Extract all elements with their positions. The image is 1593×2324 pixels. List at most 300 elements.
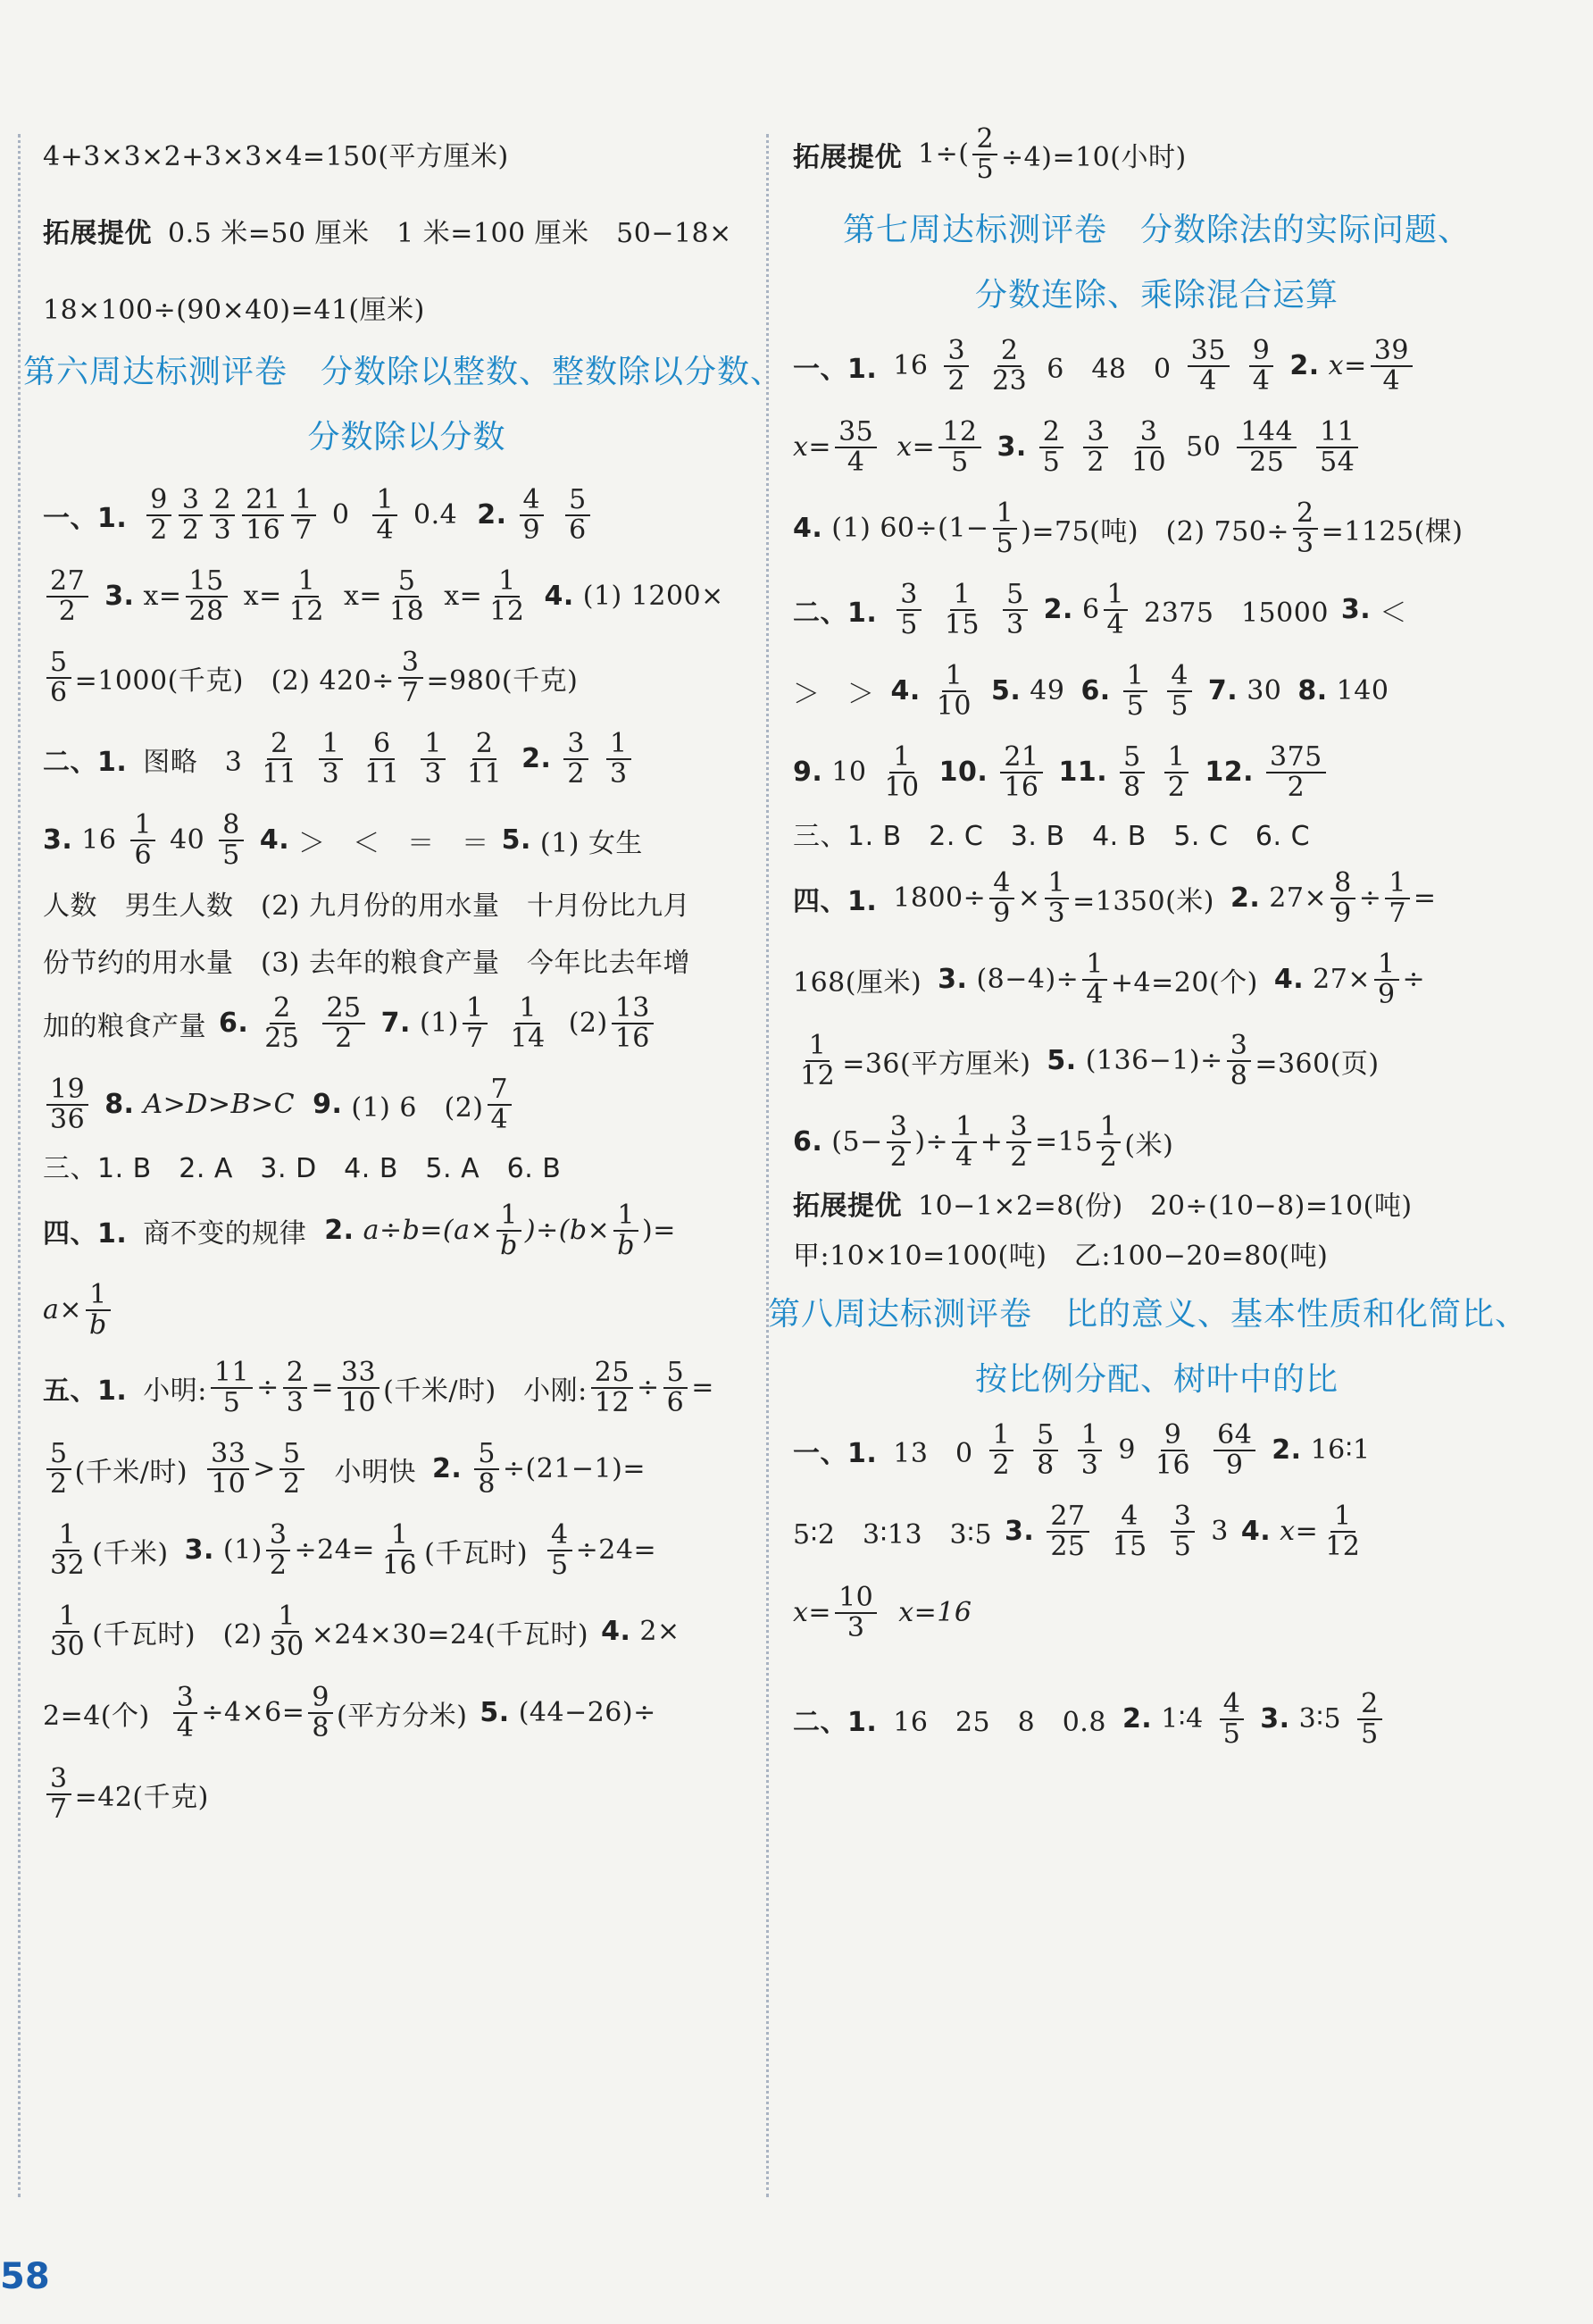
fraction (338, 1358, 379, 1417)
denominator: 3 (321, 757, 340, 790)
right-column (768, 123, 1529, 1750)
answer-text: =1000(千克) (2) 420÷ (74, 665, 395, 697)
denominator: b (617, 1229, 635, 1261)
fraction (1047, 1502, 1088, 1560)
answer-text: 1800÷ (893, 882, 987, 914)
answer-text: x= (793, 431, 832, 463)
answer-text: )= (641, 1215, 676, 1246)
fraction (952, 1113, 977, 1171)
denominator: 36 (50, 1103, 86, 1135)
numerator: 1 (952, 1113, 977, 1143)
denominator: 2 (335, 1022, 353, 1054)
denominator: 2 (889, 1141, 908, 1173)
answer-text: (1) 女生 (539, 827, 643, 859)
numerator: 4 (989, 869, 1014, 899)
fraction (989, 869, 1014, 927)
question-number: 四、1. (43, 1217, 128, 1250)
fraction (86, 1281, 111, 1339)
fraction (1357, 1690, 1382, 1748)
fraction (1227, 1032, 1252, 1090)
answer-text: 40 (170, 824, 205, 856)
numerator: 1 (86, 1281, 111, 1311)
denominator: 5 (1222, 1718, 1241, 1750)
answer-text: x= (243, 581, 282, 612)
denominator: 10 (340, 1386, 377, 1418)
numerator: 64 (1214, 1421, 1255, 1451)
answer-text: 图略 3 (143, 746, 243, 778)
denominator: 14 (510, 1022, 546, 1054)
answer-text: 三、1. B 2. A 3. D 4. B 5. A 6. B (43, 1153, 562, 1184)
numerator: 1 (496, 1201, 521, 1232)
question-number: 9. (313, 1089, 343, 1120)
answer-text: 2× (639, 1616, 680, 1647)
answer-text: +4=20(个) (1110, 966, 1258, 999)
answer-line (43, 1146, 771, 1185)
denominator: 5 (1126, 690, 1145, 722)
fraction (319, 730, 344, 788)
answer-text: 27× (1313, 964, 1371, 995)
numerator: 21 (1000, 743, 1042, 773)
fraction (989, 1421, 1014, 1479)
answer-line (793, 869, 1521, 927)
question-number: 10. (938, 757, 988, 788)
answer-text: (平方分米) (337, 1700, 468, 1732)
question-number: 二、1. (793, 1706, 878, 1738)
fraction (266, 1521, 291, 1579)
fraction (796, 1032, 838, 1090)
fraction (897, 581, 922, 639)
denominator: 30 (50, 1630, 86, 1662)
numerator: 5 (1003, 581, 1028, 611)
fraction (1374, 950, 1399, 1008)
denominator: 11 (262, 757, 297, 790)
denominator: 25 (264, 1022, 300, 1054)
denominator: 12 (489, 595, 525, 627)
answer-text: (2) (568, 1007, 608, 1039)
extension-label: 拓展提优 (43, 218, 152, 249)
numerator: 1 (319, 730, 344, 760)
numerator: 4 (1220, 1690, 1245, 1720)
numerator: 1 (274, 1602, 299, 1633)
numerator: 1 (1123, 662, 1148, 692)
fraction (1039, 418, 1064, 476)
fraction (887, 1113, 912, 1171)
fraction (398, 648, 423, 706)
fraction (173, 1684, 198, 1742)
denominator: 7 (295, 514, 313, 546)
numerator: 1 (805, 1032, 830, 1062)
question-number: 2. (432, 1453, 463, 1484)
denominator: 16 (1155, 1449, 1191, 1481)
question-number: 3. (184, 1534, 214, 1566)
fraction (835, 1584, 877, 1642)
fraction (1083, 418, 1108, 476)
section-heading: 第六周达标测评卷 分数除以整数、整数除以分数、 (23, 354, 784, 390)
answer-text: (1) 60÷(1− (831, 513, 989, 544)
answer-text: 168(厘米) (793, 966, 922, 999)
fraction (283, 1358, 308, 1417)
answer-text: =1350(米) (1072, 885, 1214, 917)
question-number: 9. (793, 757, 823, 788)
answer-text: (1) 6 (2) (351, 1091, 484, 1124)
numerator: 1 (1082, 950, 1107, 981)
denominator: b (89, 1308, 107, 1341)
answer-text: ×24×30=24(千瓦时) (311, 1618, 589, 1651)
numerator: 5 (1033, 1421, 1058, 1451)
denominator: 5 (551, 1549, 569, 1581)
fraction (1214, 1421, 1255, 1479)
numerator: 4 (547, 1521, 572, 1551)
fraction (46, 567, 88, 625)
fraction (988, 337, 1030, 395)
page-number: 58 (0, 2256, 50, 2297)
answer-text: ÷24= (575, 1534, 657, 1566)
answer-text: ÷4×6= (201, 1697, 305, 1728)
denominator: 9 (1377, 978, 1396, 1010)
denominator: 2 (1099, 1141, 1118, 1173)
answer-line (43, 1684, 771, 1742)
answer-line (43, 1521, 771, 1579)
answer-line (43, 1440, 771, 1498)
numerator: 3 (897, 581, 922, 611)
answer-text: ＞ ＞ (793, 678, 875, 710)
denominator: 2 (992, 1449, 1011, 1481)
numerator: 2 (267, 730, 292, 760)
answer-text: (千瓦时) (2) (92, 1618, 263, 1651)
answer-text: (44−26)÷ (518, 1697, 656, 1728)
answer-text: =42(千克) (74, 1781, 209, 1813)
answer-line (793, 418, 1521, 476)
answer-line (793, 1032, 1521, 1090)
answer-line (43, 883, 771, 923)
answer-text: (1) 1200× (582, 581, 724, 612)
answer-text: 16 (81, 824, 117, 856)
fraction (938, 418, 980, 476)
denominator: 2 (1010, 1141, 1028, 1173)
denominator: 10 (936, 690, 972, 722)
numerator: 11 (1316, 418, 1358, 448)
answer-text: =15 (1034, 1126, 1093, 1158)
denominator: 4 (847, 446, 865, 478)
denominator: 16 (614, 1022, 650, 1054)
answer-text: (千米) (92, 1537, 169, 1569)
numerator: 2 (1039, 418, 1064, 448)
fraction (46, 648, 71, 706)
fraction (1316, 418, 1358, 476)
denominator: 5 (900, 608, 918, 640)
numerator: 4 (1167, 662, 1192, 692)
answer-text: x=16 (898, 1597, 972, 1628)
answer-text: x= (1280, 1516, 1319, 1547)
numerator: 9 (308, 1684, 333, 1714)
question-number: 11. (1058, 757, 1108, 788)
question-number: 2. (1043, 594, 1073, 625)
numerator: 1 (291, 486, 316, 516)
numerator: 13 (612, 994, 654, 1024)
denominator: 3 (610, 757, 628, 790)
math-operator: ÷ (636, 1372, 660, 1403)
answer-text: 小明: (143, 1375, 207, 1407)
denominator: 15 (1112, 1530, 1147, 1562)
numerator: 1 (463, 994, 488, 1024)
denominator: 30 (269, 1630, 304, 1662)
answer-text: ÷4)=10(小时) (1001, 141, 1187, 173)
denominator: 8 (1230, 1059, 1248, 1091)
fraction (266, 1602, 308, 1660)
numerator: 10 (835, 1584, 877, 1614)
fraction (211, 1358, 253, 1417)
denominator: 8 (478, 1467, 496, 1500)
fraction (606, 730, 631, 788)
answer-text: 1÷( (918, 138, 970, 170)
numerator: 5 (663, 1358, 688, 1389)
numerator: 1 (950, 581, 975, 611)
numerator: 1 (130, 811, 155, 841)
fraction (1249, 337, 1274, 395)
numerator: 33 (207, 1440, 249, 1470)
fraction (1152, 1421, 1194, 1479)
answer-line (793, 814, 1521, 853)
answer-text: a÷b=(a× (363, 1215, 494, 1246)
denominator: 2 (181, 514, 200, 546)
numerator: 27 (1047, 1502, 1088, 1533)
fraction (1128, 418, 1170, 476)
denominator: 9 (1334, 897, 1352, 929)
answer-line (43, 1281, 771, 1339)
question-number: 一、1. (43, 502, 128, 534)
question-number: 4. (544, 581, 574, 612)
fraction (1220, 1690, 1245, 1748)
numerator: 5 (395, 567, 420, 598)
denominator: 4 (1252, 364, 1271, 397)
fraction (488, 1075, 513, 1133)
fraction (219, 811, 244, 869)
section-heading: 第七周达标测评卷 分数除法的实际问题、 (842, 212, 1471, 248)
fraction (286, 567, 328, 625)
numerator: 2 (472, 730, 497, 760)
answer-text: (米) (1124, 1129, 1174, 1161)
fraction (944, 337, 969, 395)
answer-text: 18×100÷(90×40)=41(厘米) (43, 295, 425, 326)
denominator: 6 (666, 1386, 685, 1418)
answer-line (793, 662, 1521, 720)
question-number: 5. (1047, 1045, 1077, 1076)
numerator: 7 (488, 1075, 513, 1106)
answer-text: x= (444, 581, 483, 612)
answer-line (43, 288, 771, 327)
numerator: 3 (173, 1684, 198, 1714)
denominator: 25 (1249, 446, 1285, 478)
fraction (46, 1765, 71, 1823)
fraction (186, 567, 228, 625)
fraction (1109, 1502, 1151, 1560)
answer-text: (136−1)÷ (1085, 1045, 1223, 1076)
numerator: 25 (591, 1358, 633, 1389)
question-number: 二、1. (793, 597, 878, 629)
answer-line (793, 581, 1521, 639)
question-number: 7. (1207, 675, 1239, 706)
answer-line (793, 1690, 1521, 1748)
numerator: 3 (1083, 418, 1108, 448)
question-number: 2. (1272, 1434, 1302, 1466)
numerator: 1 (1078, 1421, 1103, 1451)
numerator: 1 (55, 1602, 80, 1633)
fraction (520, 486, 545, 544)
fraction (463, 994, 488, 1052)
question-number: 4. (1240, 1516, 1272, 1547)
answer-text: x= (793, 1597, 832, 1628)
answer-line (793, 1421, 1521, 1479)
answer-text: )÷(b× (524, 1215, 611, 1246)
fraction (565, 486, 590, 544)
denominator: 3 (213, 514, 232, 546)
fraction (291, 486, 316, 544)
denominator: 3 (847, 1611, 865, 1643)
extension-line (43, 211, 771, 250)
numerator: 1 (942, 662, 967, 692)
denominator: 6 (569, 514, 587, 546)
numerator: 5 (565, 486, 590, 516)
numerator: 5 (279, 1440, 304, 1470)
denominator: 10 (1130, 446, 1167, 478)
numerator: 2 (270, 994, 295, 1024)
question-number: 3. (1005, 1516, 1035, 1547)
denominator: 11 (466, 757, 503, 790)
denominator: 12 (1325, 1530, 1361, 1562)
answer-text: 2=4(个) (43, 1700, 150, 1732)
fraction (421, 730, 446, 788)
denominator: 5 (222, 839, 240, 871)
answer-text: x= (897, 431, 936, 463)
fraction (308, 1684, 333, 1742)
answer-line (43, 486, 771, 544)
numerator: 33 (338, 1358, 379, 1389)
numerator: 2 (1357, 1690, 1382, 1720)
numerator: 1 (1045, 869, 1070, 899)
math-operator: = (691, 1372, 714, 1403)
numerator: 19 (46, 1075, 88, 1106)
math-operator: ÷ (1358, 882, 1382, 914)
fraction (46, 1440, 71, 1498)
answer-text: 0.4 (413, 499, 458, 531)
denominator: 8 (312, 1711, 329, 1743)
question-number: 4. (793, 513, 823, 544)
numerator: 9 (1161, 1421, 1186, 1451)
answer-text: =980(千克) (426, 665, 579, 697)
question-number: 5. (480, 1697, 510, 1728)
answer-text: 140 (1336, 675, 1389, 706)
denominator: 12 (288, 595, 324, 627)
fraction (46, 1075, 88, 1133)
fraction (1097, 1113, 1122, 1171)
numerator: 1 (889, 743, 914, 773)
fraction (210, 486, 235, 544)
numerator: 8 (1330, 869, 1355, 899)
denominator: 4 (1106, 608, 1125, 640)
answer-line (793, 1233, 1521, 1273)
denominator: 3 (1080, 1449, 1099, 1481)
answer-text: 三、1. B 2. C 3. B 4. B 5. C 6. C (793, 821, 1311, 852)
question-number: 8. (104, 1089, 135, 1120)
math-operator: ÷ (256, 1372, 279, 1403)
denominator: 8 (1123, 771, 1141, 803)
fraction (507, 994, 549, 1052)
question-number: 2. (1230, 882, 1261, 914)
answer-text: =360(页) (1255, 1048, 1380, 1080)
answer-line (43, 567, 771, 625)
answer-text: (5− (831, 1126, 883, 1158)
numerator: 1 (372, 486, 397, 516)
denominator: 12 (594, 1386, 630, 1418)
answer-line (43, 811, 771, 869)
numerator: 9 (146, 486, 171, 516)
left-dotted-border (18, 134, 21, 2197)
extension-label: 拓展提优 (793, 1191, 902, 1222)
fraction (663, 1358, 688, 1417)
answer-text: 加的粮食产量 (43, 1010, 206, 1042)
denominator: 4 (176, 1711, 195, 1743)
fraction (547, 1521, 572, 1579)
fraction (130, 811, 155, 869)
numerator: 39 (1371, 337, 1413, 367)
denominator: 11 (364, 757, 400, 790)
denominator: 7 (1389, 897, 1406, 929)
answer-text: (千瓦时) (424, 1537, 529, 1569)
numerator: 1 (1097, 1113, 1122, 1143)
answer-line (43, 994, 771, 1052)
answer-text: ＜ (1380, 597, 1407, 629)
denominator: 9 (522, 514, 541, 546)
numerator: 375 (1266, 743, 1326, 773)
denominator: 5 (996, 527, 1014, 559)
numerator: 9 (1249, 337, 1274, 367)
answer-line (793, 337, 1521, 395)
numerator: 5 (46, 1440, 71, 1470)
fraction (372, 486, 397, 544)
fraction (386, 567, 428, 625)
answer-text: x= (343, 581, 383, 612)
denominator: 6 (50, 676, 68, 708)
answer-text: )÷ (914, 1126, 949, 1158)
numerator: 15 (186, 567, 228, 598)
answer-text: 商不变的规律 (143, 1217, 307, 1250)
denominator: 9 (993, 897, 1011, 929)
answer-text: 人数 男生人数 (2) 九月份的用水量 十月份比九月 (43, 890, 691, 922)
answer-text: 6 (1081, 594, 1100, 625)
fraction (1322, 1502, 1364, 1560)
numerator: 3 (46, 1765, 71, 1795)
numerator: 21 (242, 486, 284, 516)
fraction (146, 486, 171, 544)
denominator: 16 (246, 514, 281, 546)
fraction (1171, 1502, 1196, 1560)
denominator: 32 (50, 1549, 86, 1581)
numerator: 2 (997, 337, 1022, 367)
denominator: 16 (381, 1549, 418, 1581)
answer-text: )=75(吨) (2) 750÷ (1021, 515, 1290, 548)
answer-text: 3 (1211, 1516, 1229, 1547)
extension-label: 拓展提优 (793, 141, 902, 173)
denominator: 4 (490, 1103, 509, 1135)
fraction (1167, 662, 1192, 720)
question-number: 3. (1260, 1703, 1290, 1735)
numerator: 35 (835, 418, 877, 448)
denominator: 5 (951, 446, 969, 478)
denominator: 2 (282, 1467, 301, 1500)
numerator: 1 (1330, 1502, 1355, 1533)
question-number: 6. (1080, 675, 1111, 706)
numerator: 2 (210, 486, 235, 516)
